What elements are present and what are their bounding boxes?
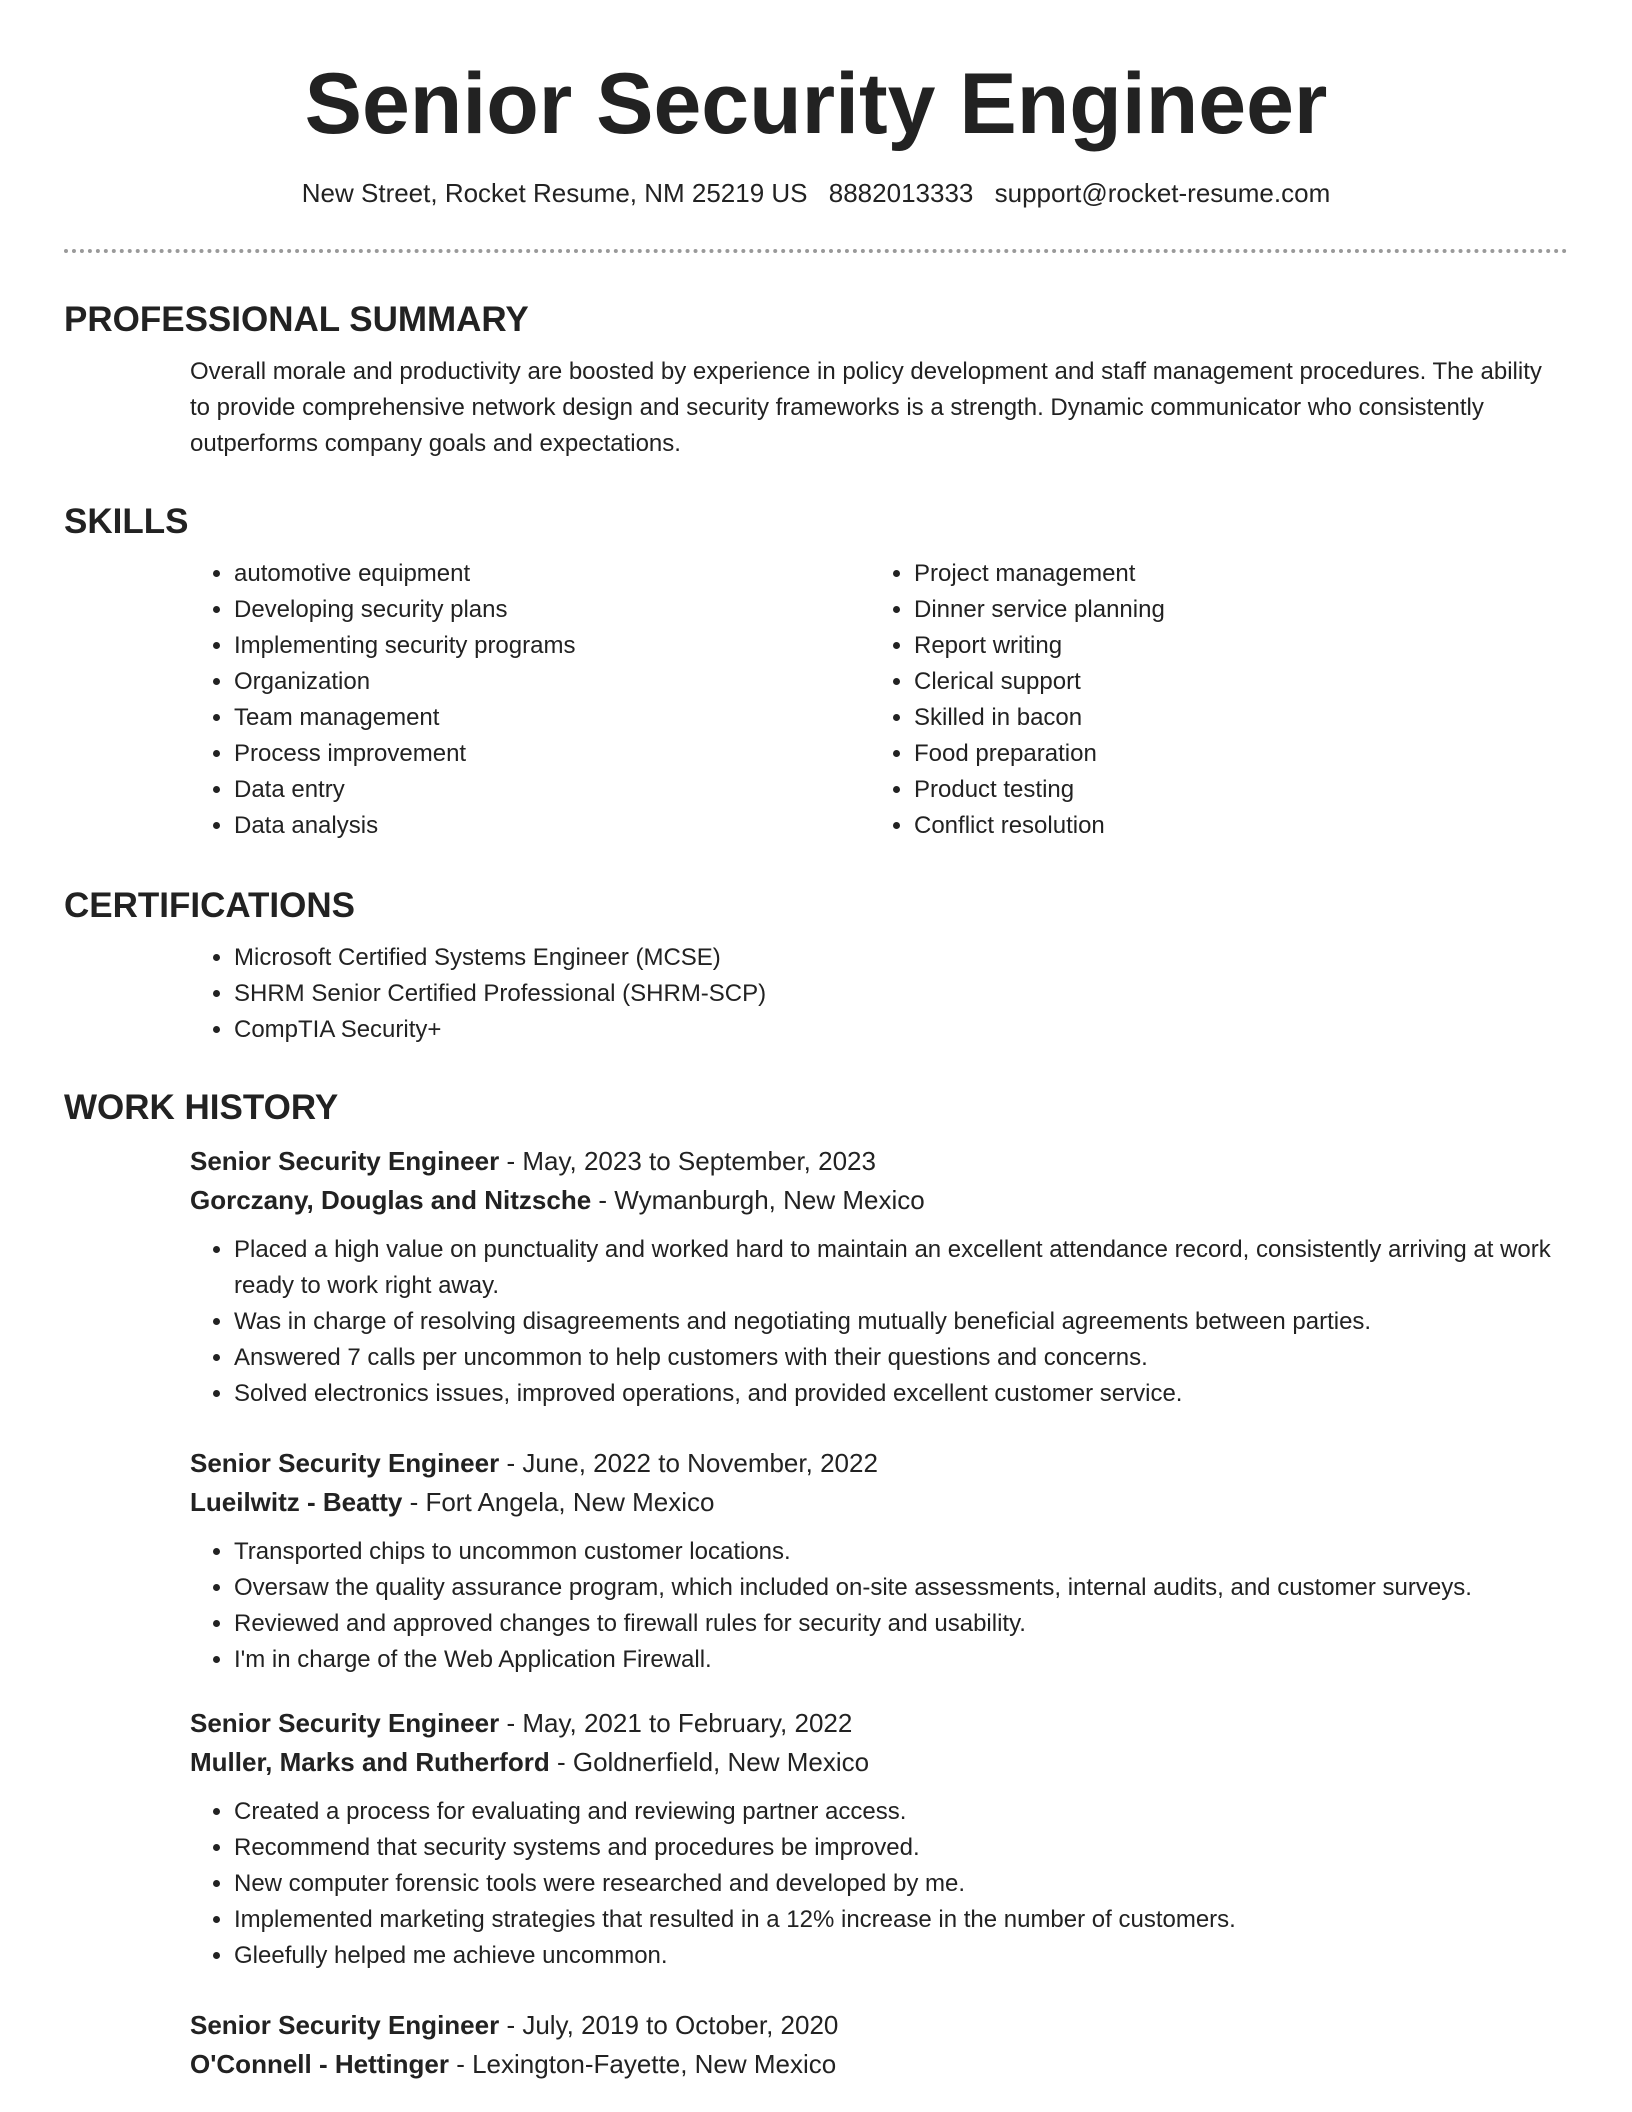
- contact-phone: 8882013333: [828, 178, 974, 208]
- job-bullet: • New computer forensic tools were researched and developed by me.: [234, 1866, 1568, 1902]
- skill-item: • Project management: [914, 556, 1550, 592]
- job-company: Lueilwitz - Beatty: [190, 1487, 403, 1517]
- job-company-line: [190, 1743, 1568, 1782]
- job-bullet: • Was in charge of resolving disagreements and negotiating mutually beneficial agreements between parties.: [234, 1304, 1568, 1340]
- job-bullet: • Solved electronics issues, improved operations, and provided excellent customer service.: [234, 1376, 1568, 1412]
- job-location: - Fort Angela, New Mexico: [402, 1487, 715, 1517]
- contact-email: support@rocket-resume.com: [994, 178, 1331, 208]
- job-entry: [190, 1142, 1568, 1412]
- job-dates: - June, 2022 to November, 2022: [499, 1448, 878, 1478]
- job-bullets: [190, 1534, 1568, 1678]
- skill-item: • Data entry: [234, 772, 870, 808]
- contact-line: [0, 176, 1632, 210]
- job-title-line: [190, 1704, 1568, 1743]
- job-bullets: [190, 1794, 1568, 1974]
- job-bullet: • I'm in charge of the Web Application Firewall.: [234, 1642, 1568, 1678]
- job-location: - Wymanburgh, New Mexico: [591, 1185, 925, 1215]
- job-bullet: • Implemented marketing strategies that resulted in a 12% increase in the number of customers.: [234, 1902, 1568, 1938]
- job-company: Muller, Marks and Rutherford: [190, 1747, 550, 1777]
- job-role: Senior Security Engineer: [190, 2010, 500, 2040]
- skill-item: • Implementing security programs: [234, 628, 870, 664]
- certifications-body: [190, 940, 1568, 1048]
- job-entry: [190, 1704, 1568, 1974]
- job-bullet: • Placed a high value on punctuality and worked hard to maintain an excellent attendance record, consistently arriving at work ready to work right away.: [234, 1232, 1568, 1304]
- skill-item: • Developing security plans: [234, 592, 870, 628]
- job-role: Senior Security Engineer: [190, 1146, 500, 1176]
- job-title-line: [190, 1444, 1568, 1483]
- contact-address: New Street, Rocket Resume, NM 25219 US: [301, 178, 808, 208]
- job-bullet: • Gleefully helped me achieve uncommon.: [234, 1938, 1568, 1974]
- job-bullet: • Reviewed and approved changes to firewall rules for security and usability.: [234, 1606, 1568, 1642]
- job-entry: [190, 2006, 1568, 2084]
- certifications-heading: CERTIFICATIONS: [64, 886, 356, 925]
- candidate-name: Senior Security Engineer: [304, 56, 1328, 152]
- job-bullet: • Transported chips to uncommon customer locations.: [234, 1534, 1568, 1570]
- work-history-section: [64, 1086, 1568, 2084]
- skill-item: • Organization: [234, 664, 870, 700]
- skill-item: • Dinner service planning: [914, 592, 1550, 628]
- skill-item: • Process improvement: [234, 736, 870, 772]
- work-history-heading: WORK HISTORY: [64, 1088, 339, 1127]
- summary-text: Overall morale and productivity are boosted by experience in policy development and staff management procedures. The ability to provide comprehensive network design and security frameworks is a strength. Dynamic communicator who consistently outperforms company goals and expectations.: [190, 358, 1542, 457]
- job-company-line: [190, 2045, 1568, 2084]
- skill-item: • Conflict resolution: [914, 808, 1550, 844]
- job-dates: - May, 2021 to February, 2022: [499, 1708, 853, 1738]
- job-bullet: • Oversaw the quality assurance program, which included on-site assessments, internal audits, and customer surveys.: [234, 1570, 1568, 1606]
- skill-item: • Clerical support: [914, 664, 1550, 700]
- job-location: - Goldnerfield, New Mexico: [549, 1747, 870, 1777]
- job-company-line: [190, 1181, 1568, 1220]
- job-location: - Lexington-Fayette, New Mexico: [448, 2049, 837, 2079]
- job-company-line: [190, 1483, 1568, 1522]
- summary-heading: PROFESSIONAL SUMMARY: [64, 300, 529, 339]
- job-entry: [190, 1444, 1568, 1678]
- job-role: Senior Security Engineer: [190, 1708, 500, 1738]
- skills-grid: [190, 556, 1568, 844]
- skills-heading: SKILLS: [64, 502, 189, 541]
- skill-item: • Data analysis: [234, 808, 870, 844]
- skills-column-left: [190, 556, 870, 844]
- job-bullet: • Answered 7 calls per uncommon to help customers with their questions and concerns.: [234, 1340, 1568, 1376]
- job-title-line: [190, 2006, 1568, 2045]
- summary-section: [64, 298, 1568, 462]
- job-role: Senior Security Engineer: [190, 1448, 500, 1478]
- skill-item: • Skilled in bacon: [914, 700, 1550, 736]
- certifications-section: [64, 884, 1568, 1048]
- header-divider: [64, 249, 1568, 253]
- job-dates: - May, 2023 to September, 2023: [499, 1146, 876, 1176]
- job-company: Gorczany, Douglas and Nitzsche: [190, 1185, 592, 1215]
- job-bullet: • Recommend that security systems and procedures be improved.: [234, 1830, 1568, 1866]
- job-company: O'Connell - Hettinger: [190, 2049, 449, 2079]
- skills-column-right: [870, 556, 1550, 844]
- job-title-line: [190, 1142, 1568, 1181]
- resume-header: [0, 0, 1632, 210]
- skill-item: • Team management: [234, 700, 870, 736]
- skill-item: • Report writing: [914, 628, 1550, 664]
- certification-item: • CompTIA Security+: [234, 1012, 1568, 1048]
- job-dates: - July, 2019 to October, 2020: [499, 2010, 839, 2040]
- certification-item: • SHRM Senior Certified Professional (SHRM-SCP): [234, 976, 1568, 1012]
- skills-section: [64, 500, 1568, 844]
- skill-item: • automotive equipment: [234, 556, 870, 592]
- job-bullet: • Created a process for evaluating and reviewing partner access.: [234, 1794, 1568, 1830]
- certification-item: • Microsoft Certified Systems Engineer (MCSE): [234, 940, 1568, 976]
- skill-item: • Food preparation: [914, 736, 1550, 772]
- job-bullets: [190, 1232, 1568, 1412]
- skill-item: • Product testing: [914, 772, 1550, 808]
